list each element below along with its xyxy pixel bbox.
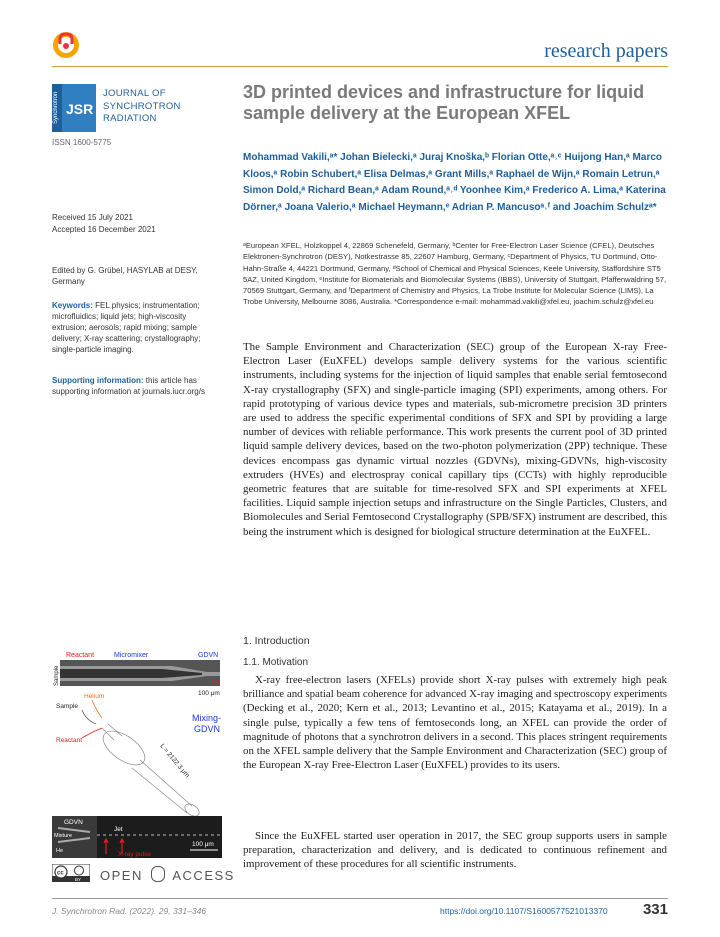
subsection-heading-motivation: 1.1. Motivation: [243, 657, 309, 668]
keywords-label: Keywords:: [52, 301, 93, 310]
open-access-lock-icon: [51, 30, 81, 60]
label-sample-side: Sample: [54, 665, 60, 686]
issn: ISSN 1600-5775: [52, 138, 112, 147]
keywords-text: FEL physics; instrumentation; microfluidics; liquid jets; high-viscosity extrusion; aerosols; rapid mixing; sample delivery; X-ray scattering; crystallography; single-particle imaging.: [52, 301, 201, 354]
jsr-logo-text: JSR: [66, 101, 94, 117]
header-rule: [52, 66, 668, 67]
supporting-text: this article has supporting information at journals.iucr.org/s: [52, 376, 205, 396]
intro-paragraph-1: X-ray free-electron lasers (XFELs) provide short X-ray pulses with extremely high peak brilliance and spatial beam coherence for advanced X-ray imaging and spectroscopy experiments (Decking et al., 2020; Kern et al., 2013; Levantino et al., 2015; Katayama et al., 2019). In a single pulse, typically a few tens of femtoseconds long, an XFEL can provide the order of magnitude of photons that a synchrotron delivers in a second. This places stringent requirements on the XFEL sample delivery that the Sample Environment and Characterization (SEC) group of the European X-ray Free-Electron Laser (EuXFEL) provides to its users.: [243, 674, 667, 772]
edited-by: Edited by G. Grübel, HASYLAB at DESY, Germany: [52, 266, 198, 286]
label-helium: Helium: [84, 693, 105, 700]
mixing-gdvn-figure: [52, 648, 222, 858]
label-reactant: Reactant: [56, 737, 83, 744]
label-scale-1: 100 μm: [198, 690, 220, 697]
label-sample: Sample: [56, 703, 79, 710]
access-text: ACCESS: [172, 868, 235, 883]
label-mixture: Mixture: [54, 833, 73, 839]
label-jet: Jet: [114, 826, 123, 833]
footer-citation: J. Synchrotron Rad. (2022). 29, 331–346: [52, 906, 207, 916]
open-text: OPEN: [100, 868, 143, 883]
label-gdvn-bottom: GDVN: [64, 819, 83, 826]
cc-by-license-icon: [52, 864, 90, 882]
label-gdvn-top: GDVN: [198, 652, 219, 659]
accepted-date: Accepted 16 December 2021: [52, 225, 156, 234]
footer-rule: [52, 898, 668, 899]
article-title: 3D printed devices and infrastructure for liquid sample delivery at the European XFEL: [243, 82, 645, 123]
keywords: [52, 300, 222, 355]
label-scale-2: 100 μm: [192, 841, 214, 848]
supporting-label: Supporting information:: [52, 376, 144, 385]
label-xray: X-ray pulse: [118, 851, 151, 858]
open-access-label: [100, 866, 235, 883]
journal-name-line3: RADIATION: [103, 113, 157, 124]
received-date: Received 15 July 2021: [52, 213, 133, 222]
footer-doi-link[interactable]: https://doi.org/10.1107/S1600577521013370: [440, 906, 608, 916]
label-micromixer: Micromixer: [114, 652, 149, 659]
label-he-bottom: He: [56, 848, 64, 854]
cc-text: cc: [57, 870, 64, 877]
label-mixing-1: Mixing-: [192, 713, 222, 723]
label-mixing-2: GDVN: [194, 724, 221, 734]
intro-paragraph-2: Since the EuXFEL started user operation in 2017, the SEC group supports users in sample preparation, characterization and delivery, and is dedicated to continuous refinement and improvement of these procedures for all scientific instruments.: [243, 830, 667, 871]
label-helium-top: He: [212, 680, 220, 686]
supporting-information: [52, 375, 222, 397]
section-label: research papers: [544, 40, 668, 62]
author-list: Mohammad Vakili,ᵃ* Johan Bielecki,ᵃ Juraj Knoška,ᵇ Florian Otte,ᵃ˒ᶜ Huijong Han,ᵃ Marco Kloos,ᵃ Robin Schubert,ᵃ Elisa Delmas,ᵃ Grant Mills,ᵃ Raphael de Wijn,ᵃ Romain Letrun,ᵃ Simon Dold,ᵃ Richard Bean,ᵃ Adam Round,ᵃ˒ᵈ Yoonhee Kim,ᵃ Frederico A. Lima,ᵃ Katerina Dörner,ᵃ Joana Valerio,ᵃ Michael Heymann,ᵉ Adrian P. Mancusoᵃ˒ᶠ and Joachim Schulzᵃ*: [243, 152, 666, 213]
journal-name: [103, 88, 181, 126]
journal-name-line2: SYNCHROTRON: [103, 100, 181, 112]
by-text: BY: [75, 877, 82, 882]
label-length: L = 2122.3 μm: [158, 742, 191, 780]
affiliations: ᵃEuropean XFEL, Holzkoppel 4, 22869 Schenefeld, Germany, ᵇCenter for Free-Electron Laser Science (CFEL), Deutsches Elektronen-Synchrotron (DESY), Notkestrasse 85, 22607 Hamburg, Germany, ᶜDepartment of Physics, TU Dortmund, Otto-Hahn-Straße 4, 44221 Dortmund, Germany, ᵈSchool of Chemical and Physical Sciences, Keele University, Staffordshire ST5 5AZ, United Kingdom, ᵉInstitute for Biomaterials and Biomolecular Systems (IBBS), University of Stuttgart, Pfaffenwaldring 57, 70569 Stuttgart, Germany, and ᶠDepartment of Chemistry and Physics, La Trobe Institute for Molecular Science (LIMS), La Trobe University, Melbourne 3086, Australia. *Correspondence e-mail: mohammad.vakili@xfel.eu, joachim.schulz@xfel.eu: [243, 241, 667, 307]
label-reactant-top: Reactant: [66, 652, 95, 659]
jsr-journal-logo-icon: [52, 84, 96, 132]
open-access-lock-small-icon: [151, 866, 165, 882]
section-heading-introduction: 1. Introduction: [243, 635, 310, 647]
abstract: The Sample Environment and Characterization (SEC) group of the European X-ray Free-Electron Laser (EuXFEL) develops sample delivery systems for the various scientific instruments, including systems for the injection of liquid samples that enable serial femtosecond X-ray crystallography (SFX) and single-particle imaging (SPI) experiments, among others. For rapid prototyping of various device types and materials, sub-micrometre precision 3D printers are used to address the specific experimental conditions of SFX and SPI by providing a large number of devices with reliable performance. This work presents the current pool of 3D printed liquid sample delivery devices, based on the two-photon polymerization (2PP) technique. These devices encompass gas dynamic virtual nozzles (GDVNs), mixing-GDVNs, high-viscosity extruders (HVEs) and electrospray conical capillary tips (CCTs) with highly reproducible geometric features that are suitable for time-resolved SFX and SPI experiments at XFEL facilities. Liquid sample injection setups and infrastructure on the Single Particles, Clusters, and Biomolecules and Serial Femtosecond Crystallography (SPB/SFX) instrument are described, this being the instrument which is designed for biological structure determination at the EuXFEL.: [243, 341, 667, 538]
page-number: 331: [642, 901, 668, 918]
jsr-logo-side-text: Synchrotron: [53, 91, 59, 124]
journal-name-line1: JOURNAL OF: [103, 88, 166, 99]
